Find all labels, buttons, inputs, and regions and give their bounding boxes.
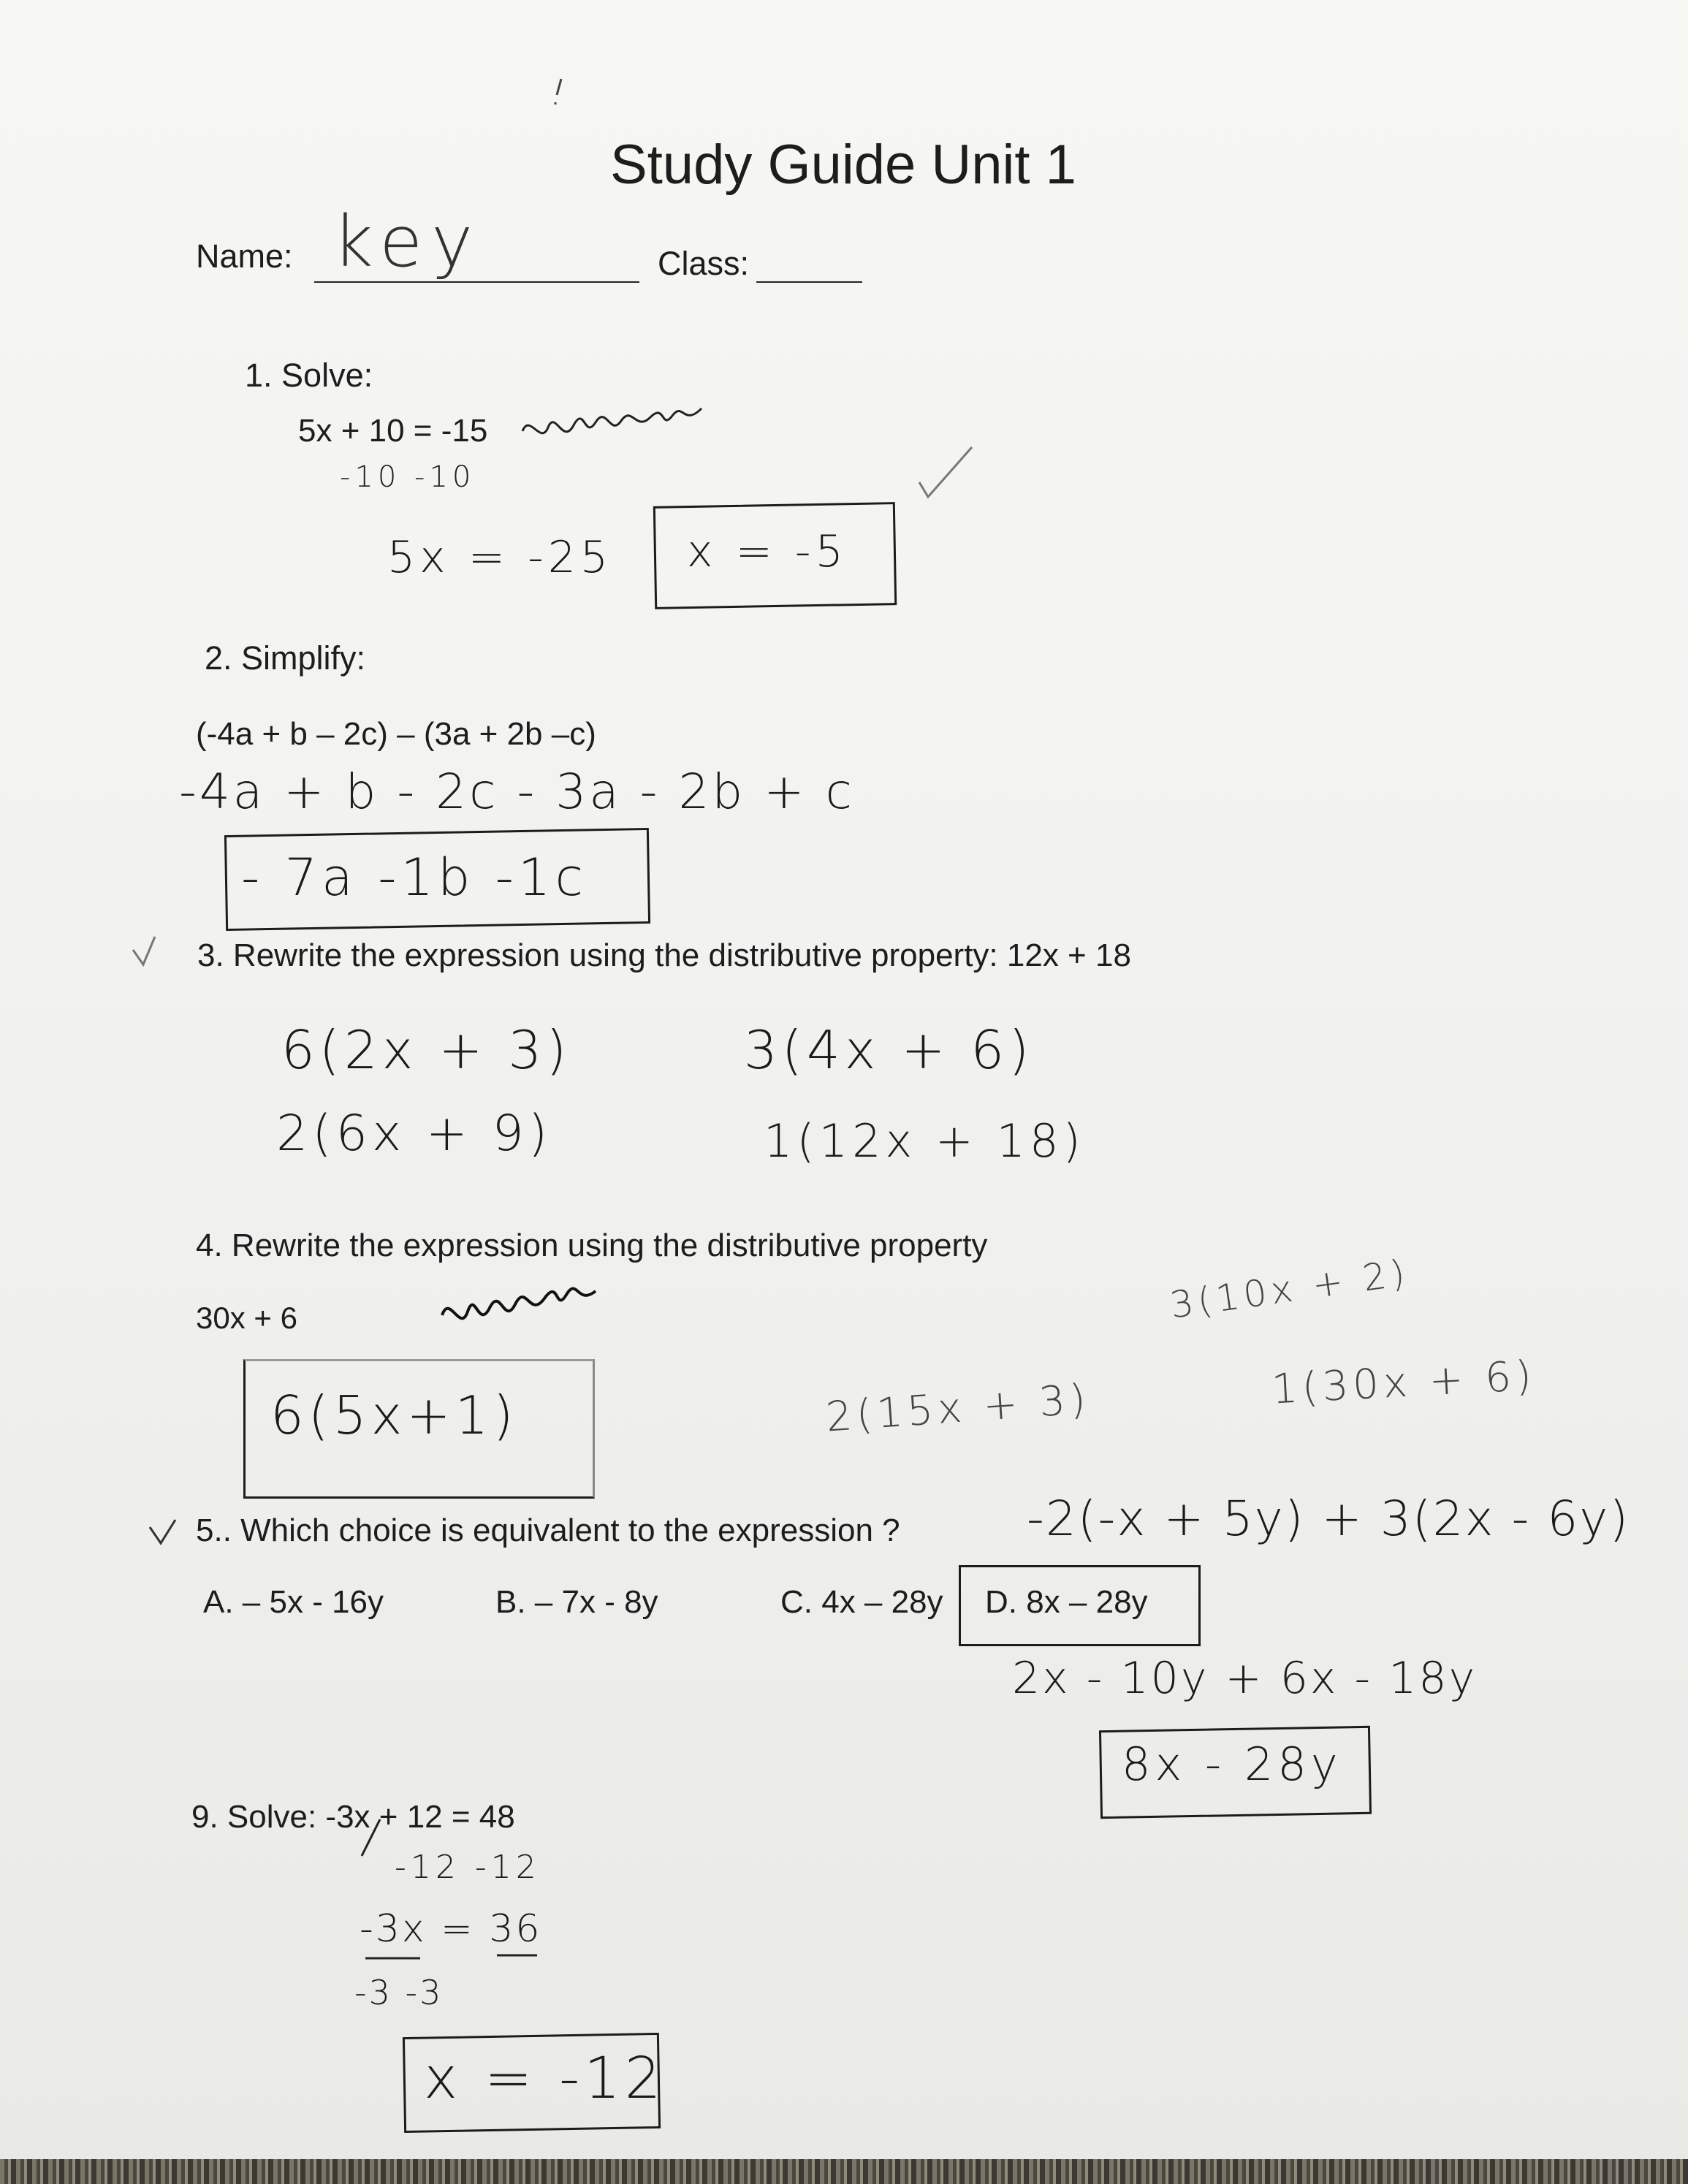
q9-work-divide: -3 -3 bbox=[354, 1973, 444, 2012]
q5-work: 2x - 10y + 6x - 18y bbox=[1012, 1653, 1478, 1704]
q5-choice-b: B. – 7x - 8y bbox=[495, 1584, 658, 1620]
q9-label: 9. Solve: -3x + 12 = 48 bbox=[191, 1799, 515, 1835]
page-title: Study Guide Unit 1 bbox=[610, 134, 1076, 196]
class-label: Class: bbox=[658, 245, 750, 282]
q5-answer: 8x - 28y bbox=[1122, 1738, 1342, 1791]
q9-answer: x = -12 bbox=[424, 2046, 666, 2112]
q3-answer-1: 6(2x + 3) bbox=[281, 1019, 571, 1081]
q1-equation: 5x + 10 = -15 bbox=[298, 413, 488, 449]
q4-expression: 30x + 6 bbox=[196, 1301, 297, 1335]
q5-label: 5.. Which choice is equivalent to the expression ? bbox=[196, 1513, 900, 1548]
q3-label: 3. Rewrite the expression using the distributive property: 12x + 18 bbox=[197, 937, 1131, 973]
class-line bbox=[756, 281, 862, 283]
q4-alt-2: 2(15x + 3) bbox=[824, 1375, 1092, 1442]
q4-label: 4. Rewrite the expression using the distributive property bbox=[196, 1228, 988, 1263]
q3-answer-3: 2(6x + 9) bbox=[276, 1105, 552, 1163]
name-value: key bbox=[332, 201, 482, 283]
q1-label: 1. Solve: bbox=[245, 357, 373, 394]
q1-work-subtract: -10 -10 bbox=[340, 460, 476, 494]
q9-work-step: -3x = 36 bbox=[360, 1907, 542, 1951]
q2-expression: (-4a + b – 2c) – (3a + 2b –c) bbox=[196, 716, 596, 752]
q5-choice-c: C. 4x – 28y bbox=[780, 1584, 943, 1620]
q4-alt-1: 3(10x + 2) bbox=[1167, 1251, 1412, 1327]
q2-work: -4a + b - 2c - 3a - 2b + c bbox=[179, 764, 855, 820]
q1-work-step: 5x = -25 bbox=[387, 532, 613, 583]
q5-choice-a: A. – 5x - 16y bbox=[203, 1584, 384, 1620]
q2-label: 2. Simplify: bbox=[205, 639, 366, 677]
q4-alt-3: 1(30x + 6) bbox=[1270, 1352, 1537, 1414]
q2-answer: - 7a -1b -1c bbox=[241, 848, 588, 908]
q1-answer: x = -5 bbox=[687, 526, 848, 577]
q5-expression: -2(-x + 5y) + 3(2x - 6y) bbox=[1027, 1491, 1630, 1547]
name-label: Name: bbox=[196, 237, 293, 275]
q3-answer-4: 1(12x + 18) bbox=[764, 1114, 1085, 1168]
q3-answer-2: 3(4x + 6) bbox=[744, 1019, 1034, 1081]
q5-choice-d: D. 8x – 28y bbox=[985, 1584, 1148, 1620]
q4-answer: 6(5x+1) bbox=[270, 1385, 518, 1446]
q9-work-subtract: -12 -12 bbox=[395, 1849, 541, 1886]
